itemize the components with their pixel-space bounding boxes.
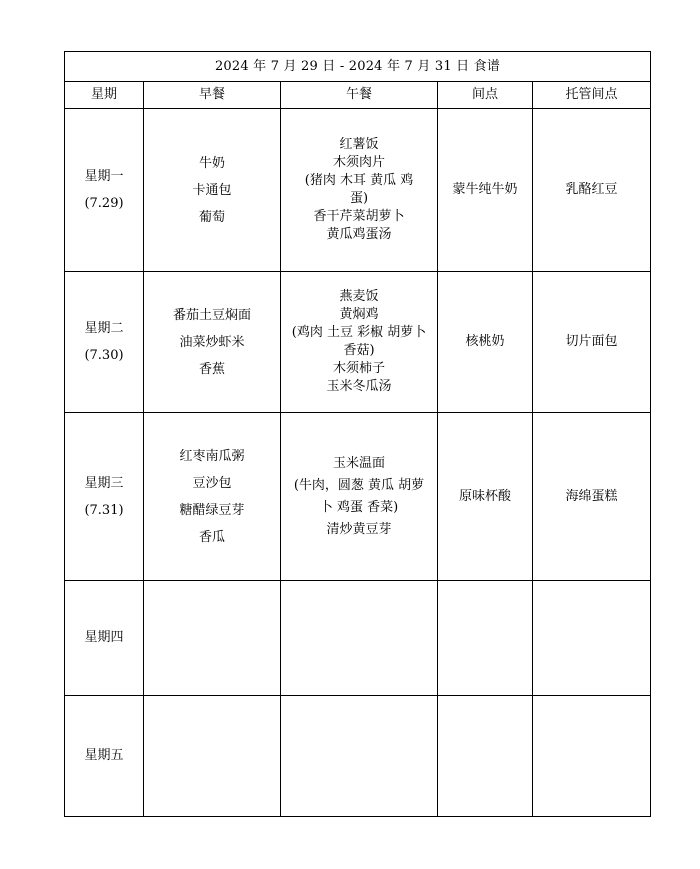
day-name: 星期一 [84,169,124,184]
snack-cell [438,696,533,817]
snack-cell: 原味杯酸 [438,413,533,581]
care-snack-cell: 海绵蛋糕 [533,413,651,581]
lunch-item: 香干芹菜胡萝卜 [313,209,405,224]
lunch-item: 木须柿子 [332,361,385,376]
breakfast-item: 红枣南瓜粥 [179,448,245,464]
day-date: (7.29) [84,196,124,211]
lunch-item: (鸡肉 土豆 彩椒 胡萝卜 [291,325,427,340]
snack-cell: 核桃奶 [438,272,533,413]
breakfast-cell [144,272,281,413]
header-lunch: 午餐 [281,82,438,109]
breakfast-item: 糖醋绿豆芽 [179,502,245,518]
header-breakfast: 早餐 [144,82,281,109]
lunch-item: 红薯饭 [339,137,379,152]
lunch-cell [281,696,438,817]
lunch-cell [281,109,438,272]
day-name: 星期四 [84,630,124,645]
lunch-item: 玉米冬瓜汤 [326,379,392,394]
lunch-item: 玉米温面 [332,455,385,471]
breakfast-item: 香瓜 [198,529,225,545]
lunch-cell [281,581,438,696]
day-cell [65,413,144,581]
lunch-cell [281,413,438,581]
lunch-cell [281,272,438,413]
table-row [65,413,651,581]
lunch-item: 清炒黄豆芽 [326,521,392,537]
breakfast-item: 油菜炒虾米 [179,334,245,350]
breakfast-cell [144,413,281,581]
breakfast-cell [144,581,281,696]
care-snack-cell: 切片面包 [533,272,651,413]
table-row [65,696,651,817]
lunch-item: 燕麦饭 [339,289,379,304]
table-row [65,109,651,272]
lunch-item: (猪肉 木耳 黄瓜 鸡 [304,173,414,188]
table-row [65,272,651,413]
lunch-item: 木须肉片 [332,155,385,170]
title-row [65,52,651,82]
lunch-item: 蛋) [349,191,369,206]
breakfast-cell [144,109,281,272]
lunch-item: 黄瓜鸡蛋汤 [326,227,392,242]
day-cell [65,272,144,413]
lunch-item: 黄焖鸡 [339,307,379,322]
breakfast-item: 葡萄 [198,209,225,225]
menu-title: 2024 年 7 月 29 日 - 2024 年 7 月 31 日 食谱 [65,52,651,82]
header-row [65,82,651,109]
header-snack: 间点 [438,82,533,109]
breakfast-cell [144,696,281,817]
day-date: (7.30) [84,348,124,363]
header-day: 星期 [65,82,144,109]
breakfast-item: 番茄土豆焖面 [172,307,251,323]
lunch-item: (牛肉，圆葱 黄瓜 胡萝 [293,477,425,493]
day-name: 星期三 [84,475,124,491]
day-cell [65,109,144,272]
header-care-snack: 托管间点 [533,82,651,109]
snack-cell: 蒙牛纯牛奶 [438,109,533,272]
day-name: 星期二 [84,321,124,336]
table-row [65,581,651,696]
care-snack-cell [533,581,651,696]
day-name: 星期五 [84,748,124,763]
lunch-item: 卜 鸡蛋 香菜) [319,499,399,515]
breakfast-item: 豆沙包 [192,475,232,491]
snack-cell [438,581,533,696]
day-date: (7.31) [84,502,124,518]
breakfast-item: 香蕉 [198,361,225,377]
day-cell [65,581,144,696]
breakfast-item: 牛奶 [198,155,225,171]
breakfast-item: 卡通包 [192,182,232,198]
care-snack-cell [533,696,651,817]
lunch-item: 香菇) [343,343,375,358]
menu-table [64,51,651,817]
day-cell [65,696,144,817]
care-snack-cell: 乳酪红豆 [533,109,651,272]
